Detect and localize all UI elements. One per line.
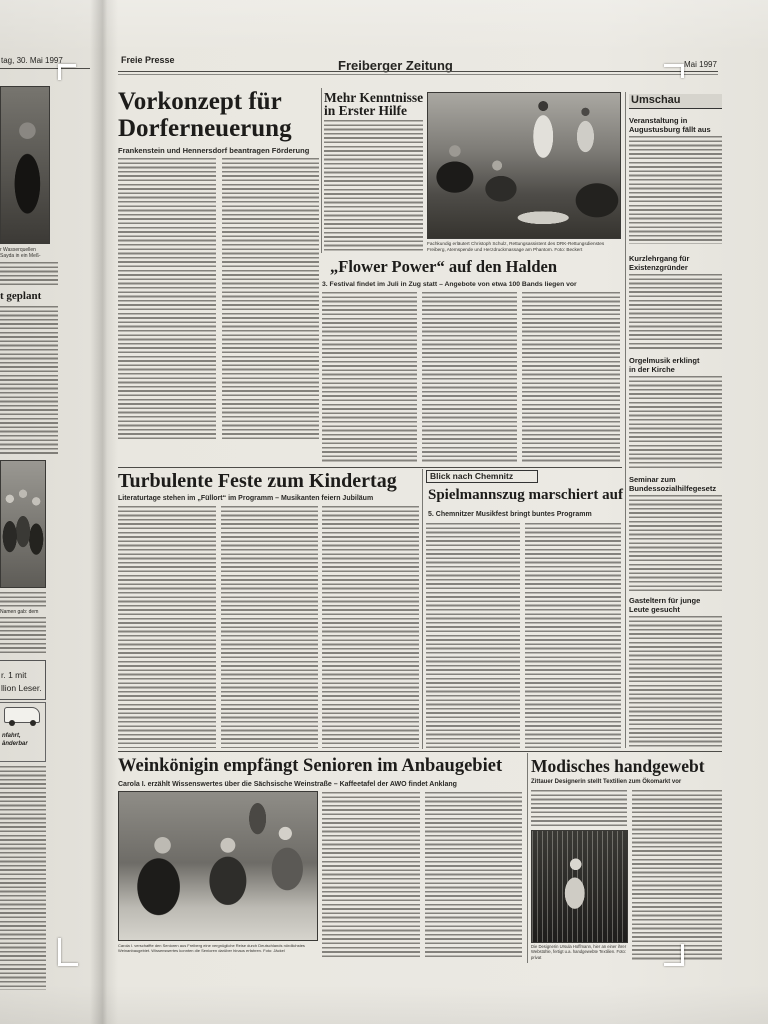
headline-weinkoenigin: Weinkönigin empfängt Senioren im Anbaugebiet [118, 756, 503, 776]
body-text-column [522, 292, 620, 464]
umschau-item-headline [629, 475, 716, 493]
paper-name: Freie Presse [121, 55, 175, 65]
body-text-column [222, 158, 319, 440]
headline-line: Leute gesucht [629, 605, 680, 614]
headline-line: Kurzlehrgang für [629, 254, 690, 263]
headline-erste-hilfe [324, 91, 423, 117]
photo-caption-designer: Die Designerin Ursula Hoffmann, hier an einer ihrer Webstühle, fertigt u.a. handgewebte Textilien. Foto: privat [531, 944, 627, 960]
previous-page-date: tag, 30. Mai 1997 [1, 56, 63, 65]
body-text-column [322, 292, 417, 464]
headline-line: Existenzgründer [629, 263, 688, 272]
umschau-item-headline [629, 254, 689, 272]
previous-page-text-fragment: Namen gab: dem [0, 609, 39, 615]
body-text-column [422, 292, 517, 464]
previous-page-photo-caption [0, 247, 62, 259]
body-text-column [632, 790, 722, 960]
subheadline-weinkoenigin: Carola I. erzählt Wissenswertes über die Sächsische Weinstraße – Kaffeetafel der AWO findet Anklang [118, 781, 457, 788]
previous-page-photo [0, 86, 50, 244]
masthead-rule-thin [118, 74, 718, 75]
subheadline-flower-power: 3. Festival findet im Juli in Zug statt – Angebote von etwa 100 Bands liegen vor [322, 281, 577, 288]
section-rule [118, 751, 722, 752]
umschau-item-headline [629, 356, 699, 374]
previous-page-advertisement [0, 702, 46, 762]
body-text-column [629, 616, 722, 748]
umschau-header: Umschau [629, 94, 722, 109]
headline-line: Augustusburg fällt aus [629, 125, 711, 134]
body-text-column [531, 790, 627, 828]
body-text-column [629, 274, 722, 350]
subheadline-dorferneuerung: Frankenstein und Hennersdorf beantragen Förderung [118, 146, 310, 155]
van-wheel [30, 720, 36, 726]
page-fold-shadow [90, 0, 118, 1024]
headline-line: Seminar zum [629, 475, 676, 484]
section-rule [118, 467, 622, 468]
body-text-column [525, 523, 621, 748]
body-text-column [322, 792, 420, 958]
headline-line: Orgelmusik erklingt [629, 356, 700, 365]
headline-line: Dorferneuerung [118, 115, 292, 142]
photo-first-aid-training [427, 92, 621, 239]
body-text-column [629, 376, 722, 470]
caption-line: r Wasserquellen [0, 247, 36, 253]
body-text-column [0, 592, 46, 608]
umschau-item-headline [629, 596, 700, 614]
headline-flower-power: „Flower Power“ auf den Halden [330, 257, 558, 276]
body-text-column [322, 506, 419, 748]
previous-page-info-box [0, 660, 46, 700]
ad-text-line: änderbar [2, 741, 28, 747]
photo-caption-wine-queen: Carola I. verschaffte den Senioren aus Freiberg eine vergnügliche Reise durch Deutschlands nördlichstes Weinanbaugebiet. Wissenswertes konnten die Senioren darüber hinaus erfahren. Foto: Jäckel [118, 943, 305, 954]
body-text-column [425, 792, 522, 958]
photo-wine-queen-seniors [118, 791, 318, 941]
body-text-column [0, 617, 46, 655]
previous-page-masthead-rule [0, 68, 90, 69]
previous-page-heading: t geplant [0, 290, 42, 302]
subheadline-handgewebt: Zittauer Designerin stellt Textilien zum Ökomarkt vor [531, 779, 682, 785]
headline-line: Veranstaltung in [629, 116, 688, 125]
section-title: Freiberger Zeitung [338, 58, 453, 73]
body-text-column [324, 120, 423, 252]
headline-handgewebt: Modisches handgewebt [531, 756, 705, 776]
headline-line: Gasteltern für junge [629, 596, 701, 605]
photo-caption-first-aid: Fachkundig erläutert Christoph Schulz, Rettungsassistent des DRK-Rettungsdienstes Freiberg, Atemspende und Herzdruckmassage am Phantom. Foto: Beckert [427, 241, 605, 252]
crop-corner-top-left[interactable] [58, 64, 76, 80]
body-text-column [118, 158, 216, 440]
headline-line: Vorkonzept für [118, 88, 282, 115]
body-text-column [221, 506, 318, 748]
info-box-line: r. 1 mit [1, 670, 27, 680]
column-rule [527, 753, 528, 963]
photo-designer-at-loom [531, 830, 628, 943]
previous-page-group-photo [0, 460, 46, 588]
headline-spielmannszug: Spielmannszug marschiert auf [428, 487, 623, 503]
caption-line: Sayda in ein Meß- [0, 253, 41, 259]
ad-text-line: nfahrt, [2, 733, 21, 739]
headline-line: Mehr Kenntnisse [324, 90, 424, 105]
body-text-column [0, 766, 46, 990]
crop-corner-bottom-right[interactable] [664, 944, 684, 966]
van-wheel [9, 720, 15, 726]
body-text-column [0, 262, 58, 288]
headline-line: Bundessozialhilfegesetz [629, 484, 717, 493]
headline-line: in Erster Hilfe [324, 103, 407, 118]
headline-line: in der Kirche [629, 365, 675, 374]
crop-corner-bottom-left[interactable] [58, 938, 78, 966]
headline-kindertag: Turbulente Feste zum Kindertag [118, 470, 397, 492]
body-text-column [118, 506, 216, 748]
column-rule [321, 88, 322, 253]
column-rule [625, 92, 626, 748]
subheadline-kindertag: Literaturtage stehen im „Füllort“ im Programm – Musikanten feiern Jubiläum [118, 495, 374, 502]
headline-dorferneuerung [118, 88, 292, 142]
umschau-item-headline [629, 116, 711, 134]
body-text-column [426, 523, 520, 748]
issue-date: Mai 1997 [684, 60, 717, 69]
crop-corner-top-right[interactable] [664, 64, 684, 78]
body-text-column [629, 495, 722, 591]
body-text-column [629, 136, 722, 244]
column-rule [422, 469, 423, 749]
subheadline-spielmannszug: 5. Chemnitzer Musikfest bringt buntes Programm [428, 511, 592, 518]
kicker-blick-nach-chemnitz: Blick nach Chemnitz [426, 470, 538, 483]
body-text-column [0, 306, 58, 456]
info-box-line: llion Leser. [1, 683, 42, 693]
masthead-rule [118, 71, 718, 72]
